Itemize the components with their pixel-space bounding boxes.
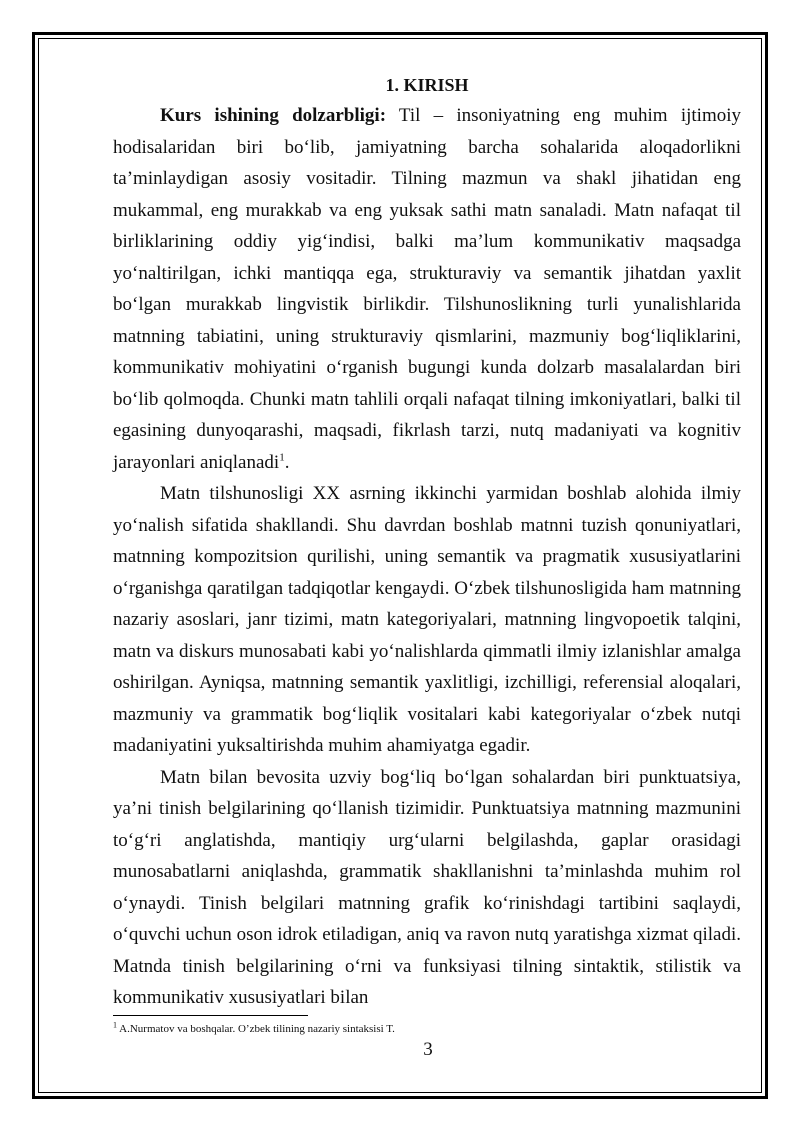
footnote-marker: 1 (113, 1020, 117, 1030)
paragraph-punctuation: Matn bilan bevosita uzviy bog‘liq bo‘lgan sohalardan biri punktuatsiya, ya’ni tinish belgilarining qo‘llanish tizimidir. Punktuatsiya matnning mazmunini to‘g‘ri anglatishda, mantiqiy urg‘ularni belgilashda, gaplar orasidagi munosabatlarni aniqlashda, grammatik shakllanishni ta’minlashda muhim rol o‘ynaydi. Tinish belgilari matnning grafik ko‘rinishdagi tartibini saqlaydi, o‘quvchi uchun oson idrok etiladigan, aniq va ravon nutq yaratishga xizmat qiladi. Matnda tinish belgilarining o‘rni va funksiyasi tilning sintaktik, stilistik va kommunikativ xususiyatlari bilan (113, 766, 741, 1008)
footnote (113, 1022, 395, 1036)
paragraph-relevance (113, 100, 741, 478)
paragraph-end: . (284, 451, 290, 473)
document-body (113, 72, 741, 1014)
footnote-divider (113, 1015, 308, 1016)
footnote-reference[interactable]: 1 (279, 451, 285, 464)
paragraph-text: Til – insoniyatning eng muhim ijtimoiy hodisalaridan biri bo‘lib, jamiyatning barcha sohalarida aloqadorlikni ta’minlaydigan asosiy vositadir. Tilning mazmun va shakl jihatidan eng mukammal, eng murakkab va eng yuksak sathi matn sanaladi. Matn nafaqat til birliklarining oddiy yig‘indisi, balki ma’lum kommunikativ maqsadga yo‘naltirilgan, ichki mantiqqa ega, strukturaviy va semantik jihatdan yaxlit bo‘lgan murakkab lingvistik birlikdir. Tilshunoslikning turli yunalishlarida matnning tabiatini, uning strukturaviy qismlarini, mazmuniy bog‘liqliklarini, kommunikativ mohiyatini o‘rganish bugungi kunda dolzarb masalalardan biri bo‘lib qolmoqda. Chunki matn tahlili orqali nafaqat tilning imkoniyatlari, balki til egasining dunyoqarashi, maqsadi, fikrlash tarzi, nutq madaniyati va kognitiv jarayonlari aniqlanadi (113, 105, 741, 473)
paragraph-lead: Kurs ishining dolzarbligi: (160, 105, 387, 126)
paragraph-text-linguistics: Matn tilshunosligi XX asrning ikkinchi yarmidan boshlab alohida ilmiy yo‘nalish sifatida shakllandi. Shu davrdan boshlab matnni tuzish qonuniyatlari, matnning kompozitsion qurilishi, uning semantik va pragmatik xususiyatlarini o‘rganishga qaratilgan tadqiqotlar kengaydi. O‘zbek tilshunosligida ham matnning nazariy asoslari, janr tizimi, matn kategoriyalari, matnning lingvopoetik talqini, matn va diskurs munosabati kabi yo‘nalishlarda qimmatli ilmiy izlanishlar amalga oshirilgan. Ayniqsa, matnning semantik yaxlitligi, izchilligi, referensial aloqalari, mazmuniy va grammatik bog‘liqlik vositalari kabi kategoriyalar o‘zbek nutqi madaniyatini yuksaltirishda muhim ahamiyatga egadir. (113, 483, 741, 756)
page-number: 3 (423, 1039, 433, 1060)
footnote-text: A.Nurmatov va boshqalar. O’zbek tilining nazariy sintaksisi T. (117, 1023, 395, 1035)
section-heading: 1. KIRISH (385, 75, 469, 95)
